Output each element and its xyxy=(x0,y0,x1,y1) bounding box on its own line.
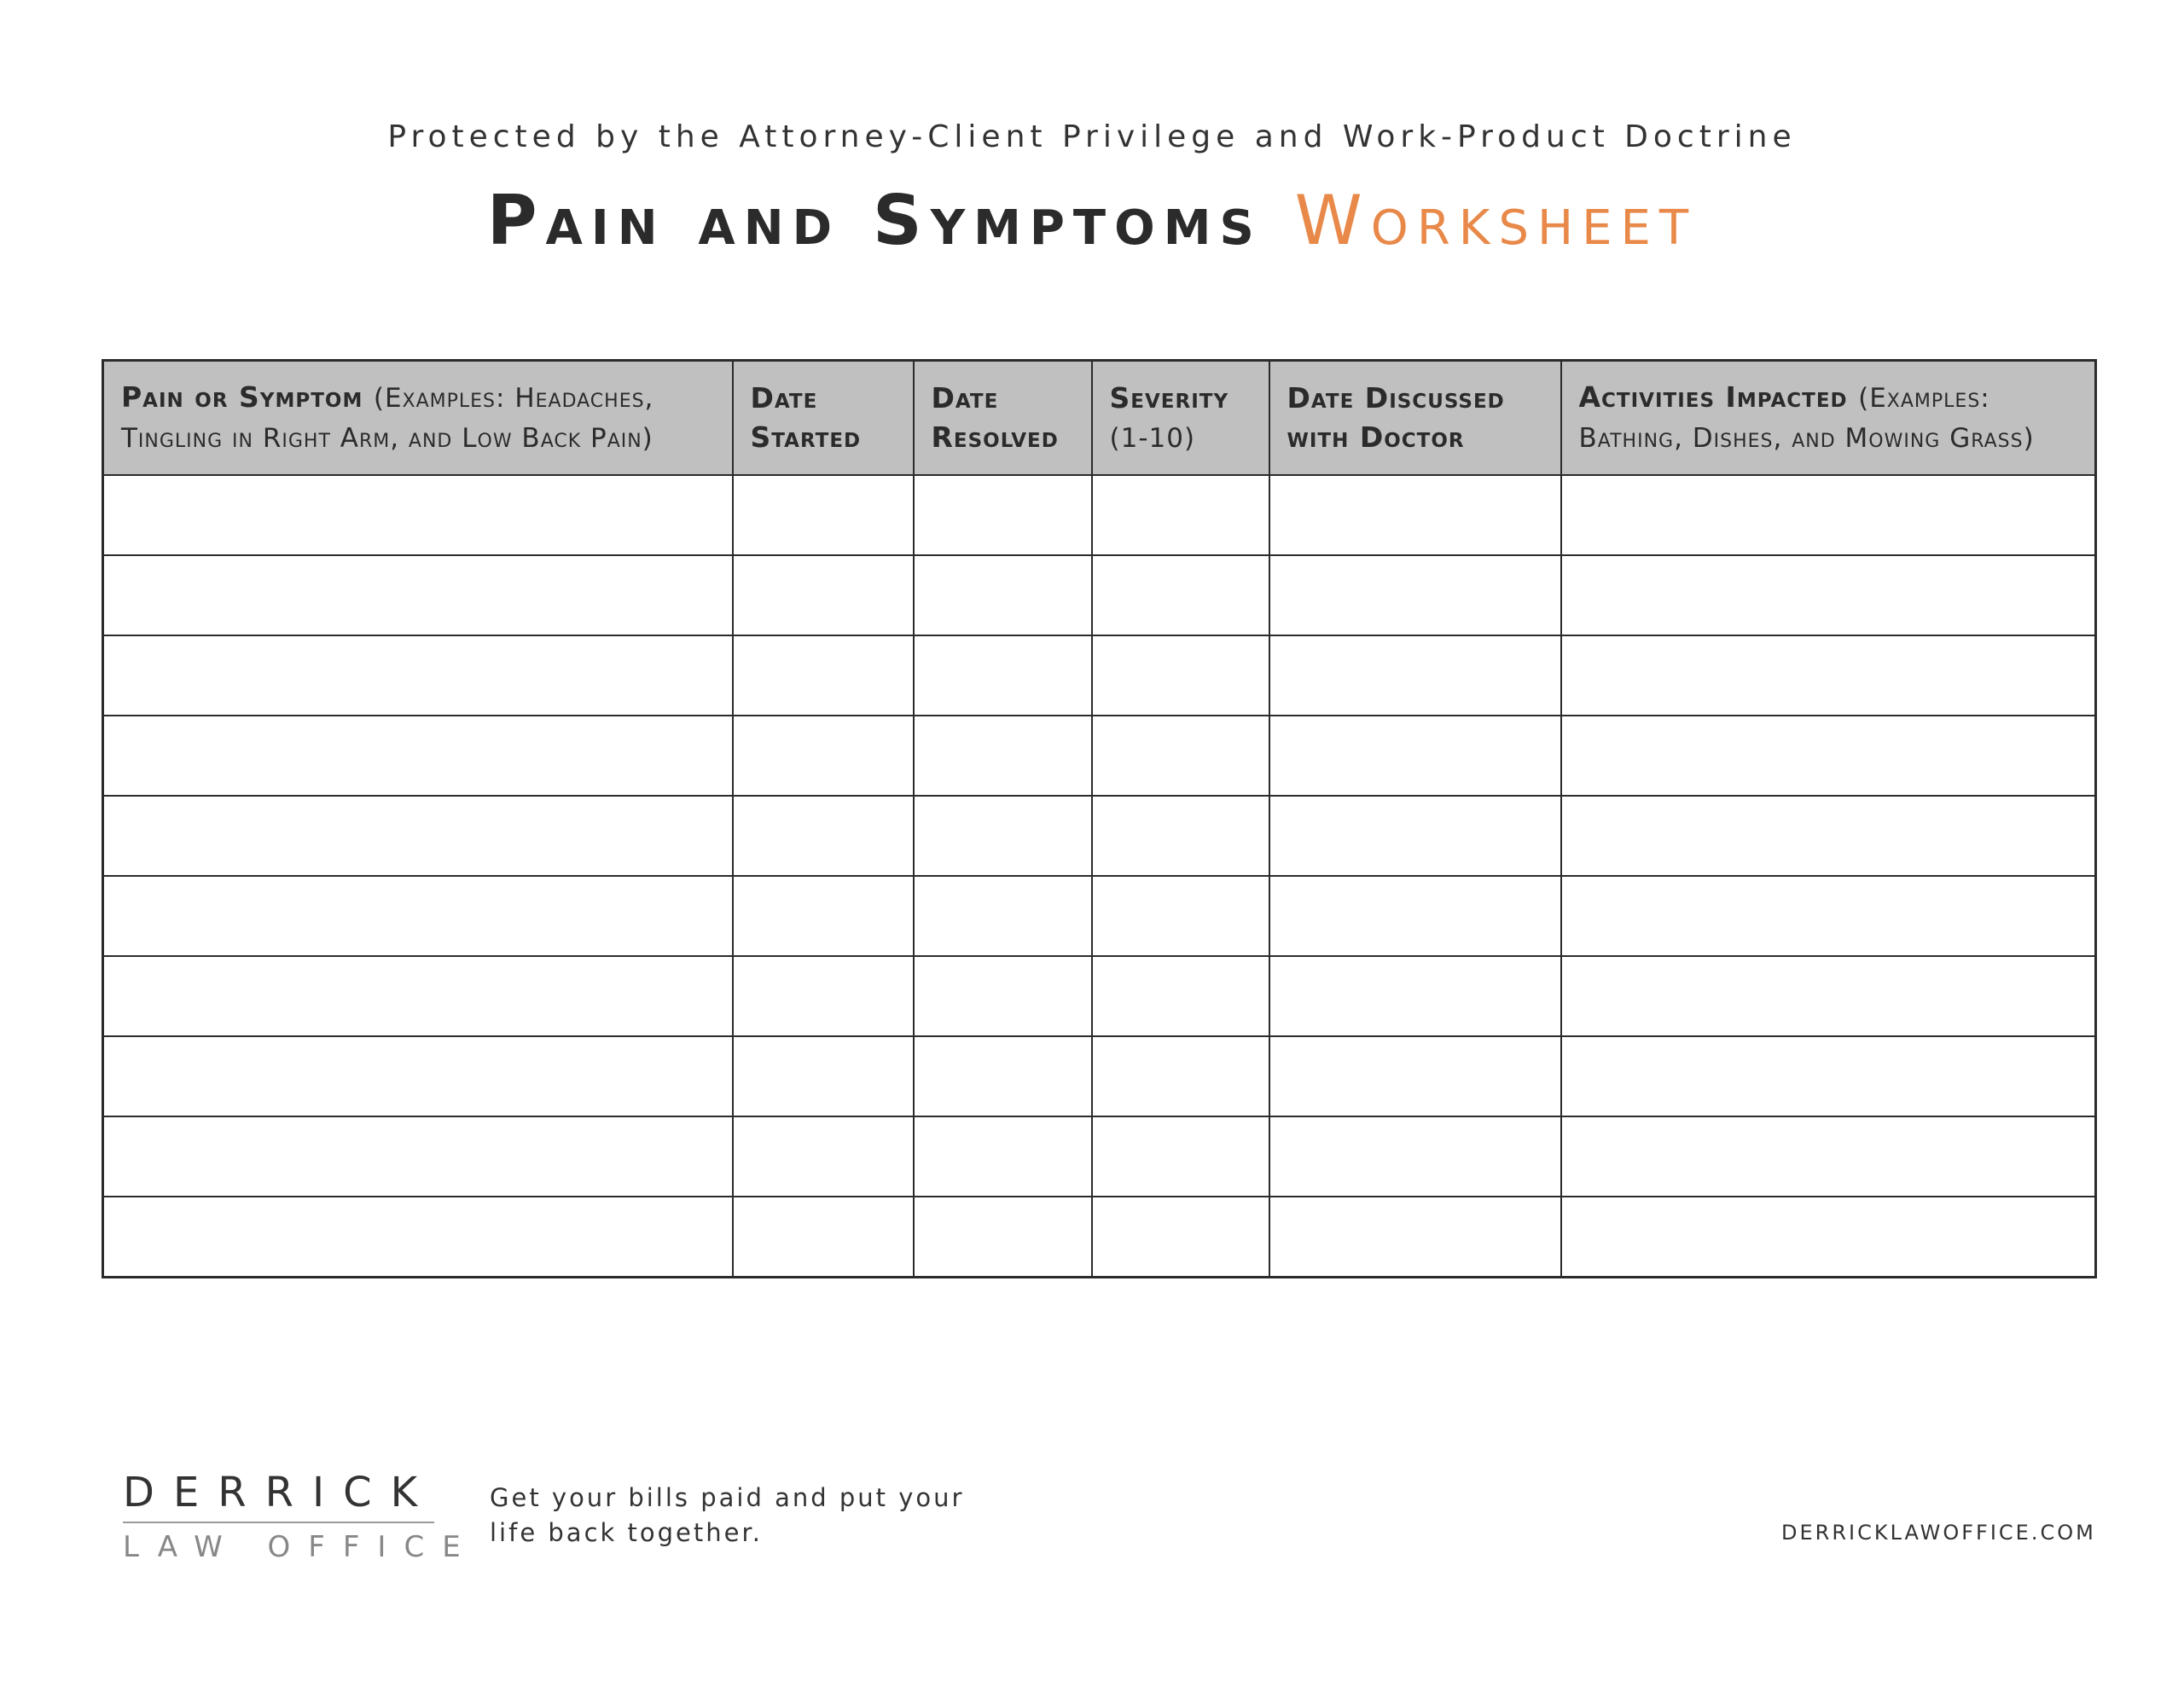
column-header-date-discussed xyxy=(1269,361,1561,476)
column-header-date-resolved xyxy=(914,361,1092,476)
entry-cell[interactable] xyxy=(1269,1116,1561,1197)
entry-cell[interactable] xyxy=(1092,1036,1269,1116)
entry-cell[interactable] xyxy=(733,956,914,1036)
entry-cell[interactable] xyxy=(1561,555,2096,635)
table-row xyxy=(103,796,2096,876)
entry-cell[interactable] xyxy=(1092,876,1269,956)
entry-cell[interactable] xyxy=(733,796,914,876)
entry-cell[interactable] xyxy=(914,475,1092,555)
entry-cell[interactable] xyxy=(1561,635,2096,716)
table-row xyxy=(103,876,2096,956)
entry-cell[interactable] xyxy=(733,555,914,635)
entry-cell[interactable] xyxy=(1561,876,2096,956)
entry-cell[interactable] xyxy=(914,1036,1092,1116)
website-link[interactable]: DERRICKLAWOFFICE.COM xyxy=(1781,1521,2096,1545)
entry-cell[interactable] xyxy=(1092,635,1269,716)
worksheet-body xyxy=(103,475,2096,1278)
entry-cell[interactable] xyxy=(1269,716,1561,796)
entry-cell[interactable] xyxy=(1269,635,1561,716)
entry-cell[interactable] xyxy=(103,555,733,635)
table-row xyxy=(103,475,2096,555)
law-office-logo xyxy=(123,1469,479,1564)
entry-cell[interactable] xyxy=(914,1116,1092,1197)
column-label: Date Resolved xyxy=(931,381,1059,454)
title-main: Pain and Symptoms xyxy=(486,181,1263,260)
column-label: Activities Impacted xyxy=(1578,380,1848,414)
entry-cell[interactable] xyxy=(1092,716,1269,796)
entry-cell[interactable] xyxy=(1269,956,1561,1036)
entry-cell[interactable] xyxy=(103,1036,733,1116)
entry-cell[interactable] xyxy=(914,716,1092,796)
title-accent: Worksheet xyxy=(1294,181,1698,260)
entry-cell[interactable] xyxy=(733,1197,914,1278)
entry-cell[interactable] xyxy=(914,1197,1092,1278)
entry-cell[interactable] xyxy=(1561,1116,2096,1197)
entry-cell[interactable] xyxy=(1092,956,1269,1036)
table-row xyxy=(103,555,2096,635)
entry-cell[interactable] xyxy=(1269,555,1561,635)
entry-cell[interactable] xyxy=(914,555,1092,635)
entry-cell[interactable] xyxy=(103,716,733,796)
entry-cell[interactable] xyxy=(1269,475,1561,555)
entry-cell[interactable] xyxy=(1092,475,1269,555)
column-header-severity xyxy=(1092,361,1269,476)
logo-subtitle: LAW OFFICE xyxy=(123,1530,479,1564)
tagline xyxy=(490,1481,964,1551)
table-row xyxy=(103,956,2096,1036)
column-header-activities-impacted xyxy=(1561,361,2096,476)
column-header-date-started xyxy=(733,361,914,476)
entry-cell[interactable] xyxy=(1092,796,1269,876)
entry-cell[interactable] xyxy=(103,876,733,956)
entry-cell[interactable] xyxy=(1269,1036,1561,1116)
entry-cell[interactable] xyxy=(1269,876,1561,956)
column-label: Date Discussed with Doctor xyxy=(1287,381,1505,454)
table-row xyxy=(103,1036,2096,1116)
entry-cell[interactable] xyxy=(733,1036,914,1116)
entry-cell[interactable] xyxy=(733,635,914,716)
tagline-line: life back together. xyxy=(490,1518,763,1547)
table-row xyxy=(103,635,2096,716)
column-label: Severity xyxy=(1109,380,1229,415)
entry-cell[interactable] xyxy=(103,956,733,1036)
entry-cell[interactable] xyxy=(1561,475,2096,555)
table-row xyxy=(103,1116,2096,1197)
column-note: (1-10) xyxy=(1109,422,1196,454)
table-header-row xyxy=(103,361,2096,476)
worksheet-table xyxy=(102,359,2097,1278)
column-note: (Examples: Bathing, Dishes, and Mowing Grass) xyxy=(1578,383,2035,454)
logo-divider xyxy=(123,1522,434,1523)
entry-cell[interactable] xyxy=(914,796,1092,876)
entry-cell[interactable] xyxy=(1092,555,1269,635)
entry-cell[interactable] xyxy=(914,876,1092,956)
tagline-line: Get your bills paid and put your xyxy=(490,1483,965,1512)
entry-cell[interactable] xyxy=(733,1116,914,1197)
entry-cell[interactable] xyxy=(103,475,733,555)
logo-name: DERRICK xyxy=(123,1469,437,1516)
column-label: Pain or Symptom xyxy=(121,380,363,414)
column-label: Date Started xyxy=(750,381,862,454)
entry-cell[interactable] xyxy=(1269,1197,1561,1278)
entry-cell[interactable] xyxy=(1561,796,2096,876)
column-header-pain-symptom xyxy=(103,361,733,476)
page-title xyxy=(0,181,2184,260)
entry-cell[interactable] xyxy=(1092,1116,1269,1197)
table-row xyxy=(103,716,2096,796)
entry-cell[interactable] xyxy=(1561,956,2096,1036)
entry-cell[interactable] xyxy=(1561,1197,2096,1278)
entry-cell[interactable] xyxy=(914,635,1092,716)
table-row xyxy=(103,1197,2096,1278)
entry-cell[interactable] xyxy=(1561,1036,2096,1116)
entry-cell[interactable] xyxy=(103,796,733,876)
entry-cell[interactable] xyxy=(1269,796,1561,876)
entry-cell[interactable] xyxy=(914,956,1092,1036)
entry-cell[interactable] xyxy=(733,716,914,796)
entry-cell[interactable] xyxy=(103,635,733,716)
privilege-notice: Protected by the Attorney-Client Privilege and Work-Product Doctrine xyxy=(387,119,1797,154)
column-note: (Examples: Headaches, Tingling in Right Arm, and Low Back Pain) xyxy=(121,383,654,454)
entry-cell[interactable] xyxy=(1092,1197,1269,1278)
entry-cell[interactable] xyxy=(733,475,914,555)
entry-cell[interactable] xyxy=(103,1116,733,1197)
entry-cell[interactable] xyxy=(103,1197,733,1278)
entry-cell[interactable] xyxy=(733,876,914,956)
entry-cell[interactable] xyxy=(1561,716,2096,796)
